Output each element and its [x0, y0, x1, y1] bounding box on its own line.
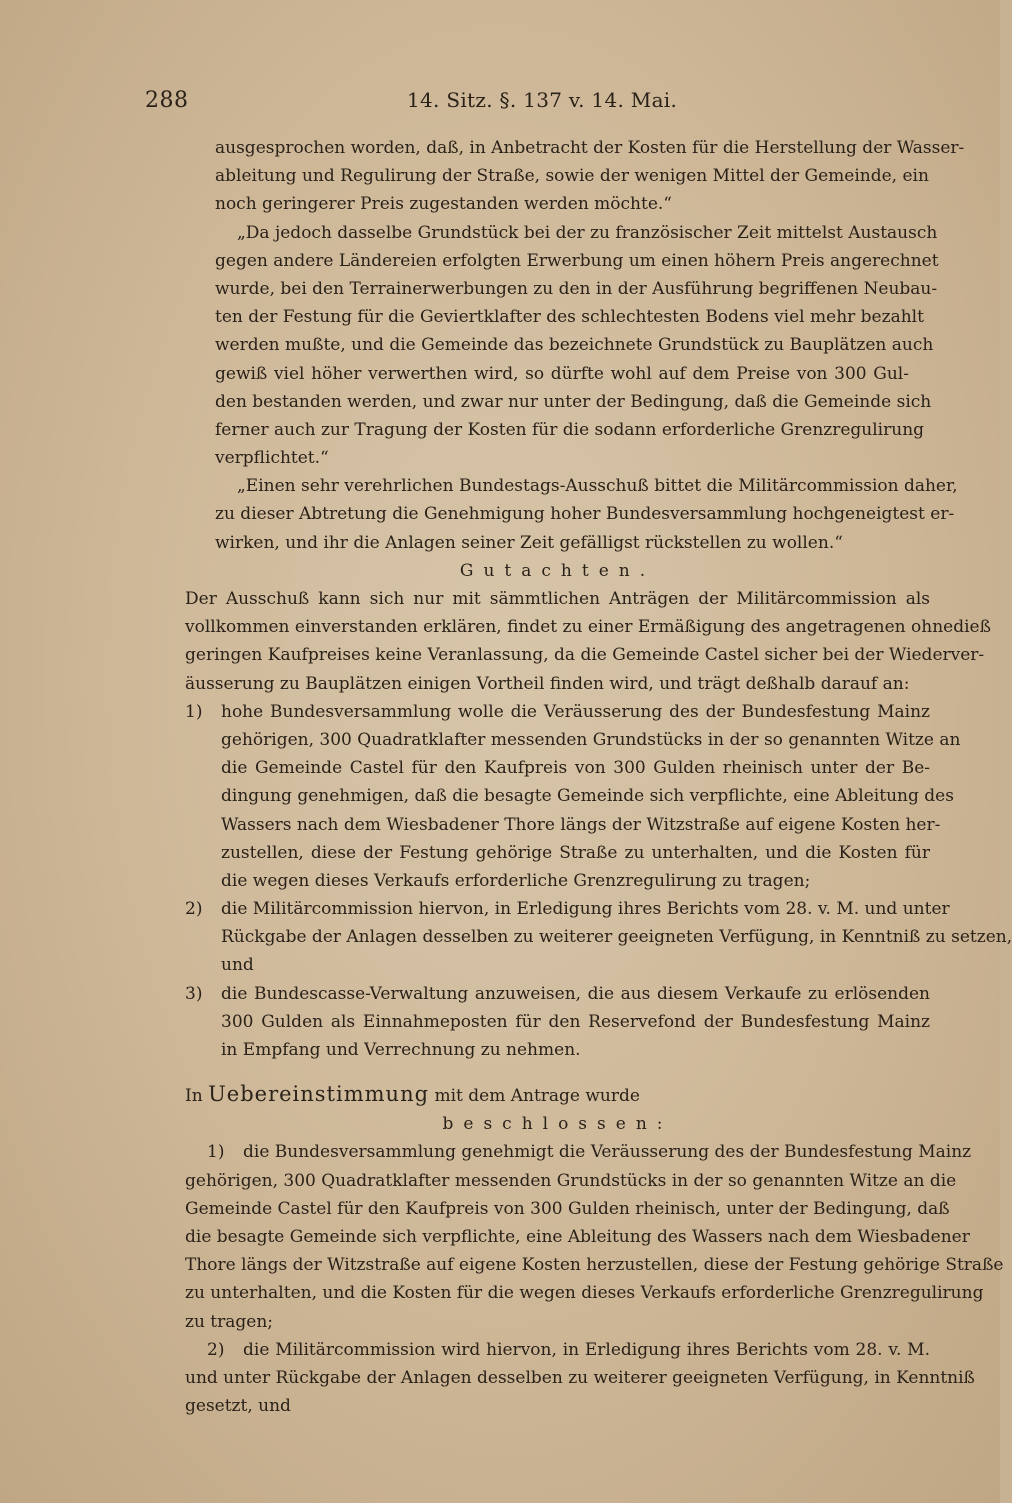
paragraph-da-jedoch: [215, 219, 939, 473]
list-item-number: 2): [185, 899, 203, 920]
text-line: „Einen sehr verehrlichen Bundestags-Ausschuß bittet die Militärcommission daher,: [237, 476, 958, 497]
text-line: ferner auch zur Tragung der Kosten für die sodann erforderliche Grenzregulirung: [215, 419, 925, 440]
uebereinstimmung-line: [185, 1078, 930, 1110]
text-line: hohe Bundesversammlung wolle die Veräusserung des der Bundesfestung Mainz: [221, 701, 930, 722]
text-line: äusserung zu Bauplätzen einigen Vortheil finden wird, und trägt deßhalb darauf an:: [185, 673, 910, 694]
text-line: gegen andere Ländereien erfolgten Erwerbung um einen höhern Preis angerechnet: [215, 250, 939, 271]
text-line: zustellen, diese der Festung gehörige Straße zu unterhalten, und die Kosten für: [221, 842, 930, 863]
list-item-number: 1): [185, 701, 203, 722]
paragraph-einen: [215, 472, 958, 557]
page-header: [145, 88, 865, 124]
text-line: [185, 1138, 972, 1166]
beschluss-list: [185, 1138, 1004, 1420]
text-line: 300 Gulden als Einnahmeposten für den Reservefond der Bundesfestung Mainz: [221, 1011, 930, 1032]
page-body: [185, 134, 1012, 1420]
text-line: die besagte Gemeinde sich verpflichte, eine Ableitung des Wassers nach dem Wiesbadener: [185, 1226, 970, 1247]
text-line: die Bundescasse-Verwaltung anzuweisen, die aus diesem Verkaufe zu erlösenden: [221, 983, 930, 1004]
text-line: Der Ausschuß kann sich nur mit sämmtlichen Anträgen der Militärcommission als: [185, 589, 930, 609]
text-line: gehörigen, 300 Quadratklafter messenden Grundstücks in der so genannten Witze an: [221, 729, 961, 750]
text-line: die wegen dieses Verkaufs erforderliche Grenzregulirung zu tragen;: [221, 870, 811, 891]
text-line: geringen Kaufpreises keine Veranlassung, da die Gemeinde Castel sicher bei der Wiederver-: [185, 645, 985, 666]
text-line: Rückgabe der Anlagen desselben zu weiterer geeigneten Verfügung, in Kenntniß zu setzen,: [221, 927, 1012, 948]
text-line: gehörigen, 300 Quadratklafter messenden Grundstücks in der so genannten Witze an die: [185, 1170, 957, 1191]
text-line: werden mußte, und die Gemeinde das bezeichnete Grundstück zu Bauplätzen auch: [215, 335, 934, 356]
text-line-content: die Militärcommission wird hiervon, in Erledigung ihres Berichts vom 28. v. M.: [243, 1339, 930, 1360]
decl-emphasis: Uebereinstimmung: [208, 1082, 430, 1107]
text-line: die Militärcommission hiervon, in Erledigung ihres Berichts vom 28. v. M. und unter: [221, 899, 950, 920]
list-item: [185, 1336, 975, 1421]
text-line: und: [221, 955, 254, 976]
text-line: die Gemeinde Castel für den Kaufpreis von 300 Gulden rheinisch unter der Be-: [221, 758, 930, 779]
page-number: 288: [145, 88, 189, 113]
text-line-content: die Bundesversammlung genehmigt die Veräusserung des der Bundesfestung Mainz: [243, 1142, 972, 1163]
text-line: ausgesprochen worden, daß, in Anbetracht der Kosten für die Herstellung der Wasser-: [215, 138, 965, 158]
text-line: noch geringerer Preis zugestanden werden möchte.“: [215, 194, 672, 215]
text-line: dingung genehmigen, daß die besagte Gemeinde sich verpflichte, eine Ableitung des: [221, 786, 954, 807]
text-line: Wassers nach dem Wiesbadener Thore längs der Witzstraße auf eigene Kosten her-: [221, 814, 941, 835]
text-line: zu unterhalten, und die Kosten für die wegen dieses Verkaufs erforderliche Grenzregulirung: [185, 1283, 984, 1304]
text-line: [185, 1336, 930, 1364]
beschlossen-heading: beschlossen:: [442, 1114, 673, 1135]
text-line: ten der Festung für die Geviertklafter des schlechtesten Bodens viel mehr bezahlt: [215, 307, 924, 328]
decl-prefix: In: [185, 1086, 203, 1107]
list-item: [185, 980, 930, 1065]
running-head: 14. Sitz. §. 137 v. 14. Mai.: [407, 88, 678, 112]
antrag-list: [185, 698, 1012, 1064]
text-line: „Da jedoch dasselbe Grundstück bei der zu französischer Zeit mittelst Austausch: [237, 222, 938, 243]
text-line: den bestanden werden, und zwar nur unter der Bedingung, daß die Gemeinde sich: [215, 391, 932, 412]
text-line: und unter Rückgabe der Anlagen desselben zu weiterer geeigneten Verfügung, in Kenntniß: [185, 1367, 975, 1388]
decl-suffix: mit dem Antrage wurde: [434, 1086, 640, 1107]
list-item: [185, 1138, 1004, 1335]
list-item: [185, 895, 1012, 980]
text-line: ableitung und Regulirung der Straße, sowie der wenigen Mittel der Gemeinde, ein: [215, 166, 929, 187]
text-line: Thore längs der Witzstraße auf eigene Kosten herzustellen, diese der Festung gehörige Straße: [185, 1255, 1004, 1276]
text-line: gewiß viel höher verwerthen wird, so dürfte wohl auf dem Preise von 300 Gul-: [215, 363, 909, 384]
list-item-number: 1): [207, 1142, 225, 1163]
text-line: verpflichtet.“: [215, 448, 329, 469]
text-line: zu tragen;: [185, 1311, 274, 1332]
paragraph-continuation: [215, 134, 965, 219]
list-item-number: 2): [207, 1339, 225, 1360]
text-line: zu dieser Abtretung die Genehmigung hoher Bundesversammlung hochgeneigtest er-: [215, 504, 955, 525]
text-line: gesetzt, und: [185, 1396, 291, 1417]
text-line: in Empfang und Verrechnung zu nehmen.: [221, 1040, 581, 1060]
list-item-number: 3): [185, 983, 203, 1004]
text-line: vollkommen einverstanden erklären, findet zu einer Ermäßigung des angetragenen ohnedieß: [185, 617, 991, 638]
paragraph-ausschuss: [185, 585, 991, 698]
list-item: [185, 698, 961, 895]
spacer: [185, 1064, 930, 1078]
text-line: wirken, und ihr die Anlagen seiner Zeit gefälligst rückstellen zu wollen.“: [215, 532, 843, 553]
gutachten-heading: Gutachten.: [459, 560, 656, 581]
text-line: Gemeinde Castel für den Kaufpreis von 300 Gulden rheinisch, unter der Bedingung, daß: [185, 1198, 950, 1219]
text-line: wurde, bei den Terrainerwerbungen zu den in der Ausführung begriffenen Neubau-: [215, 278, 938, 299]
